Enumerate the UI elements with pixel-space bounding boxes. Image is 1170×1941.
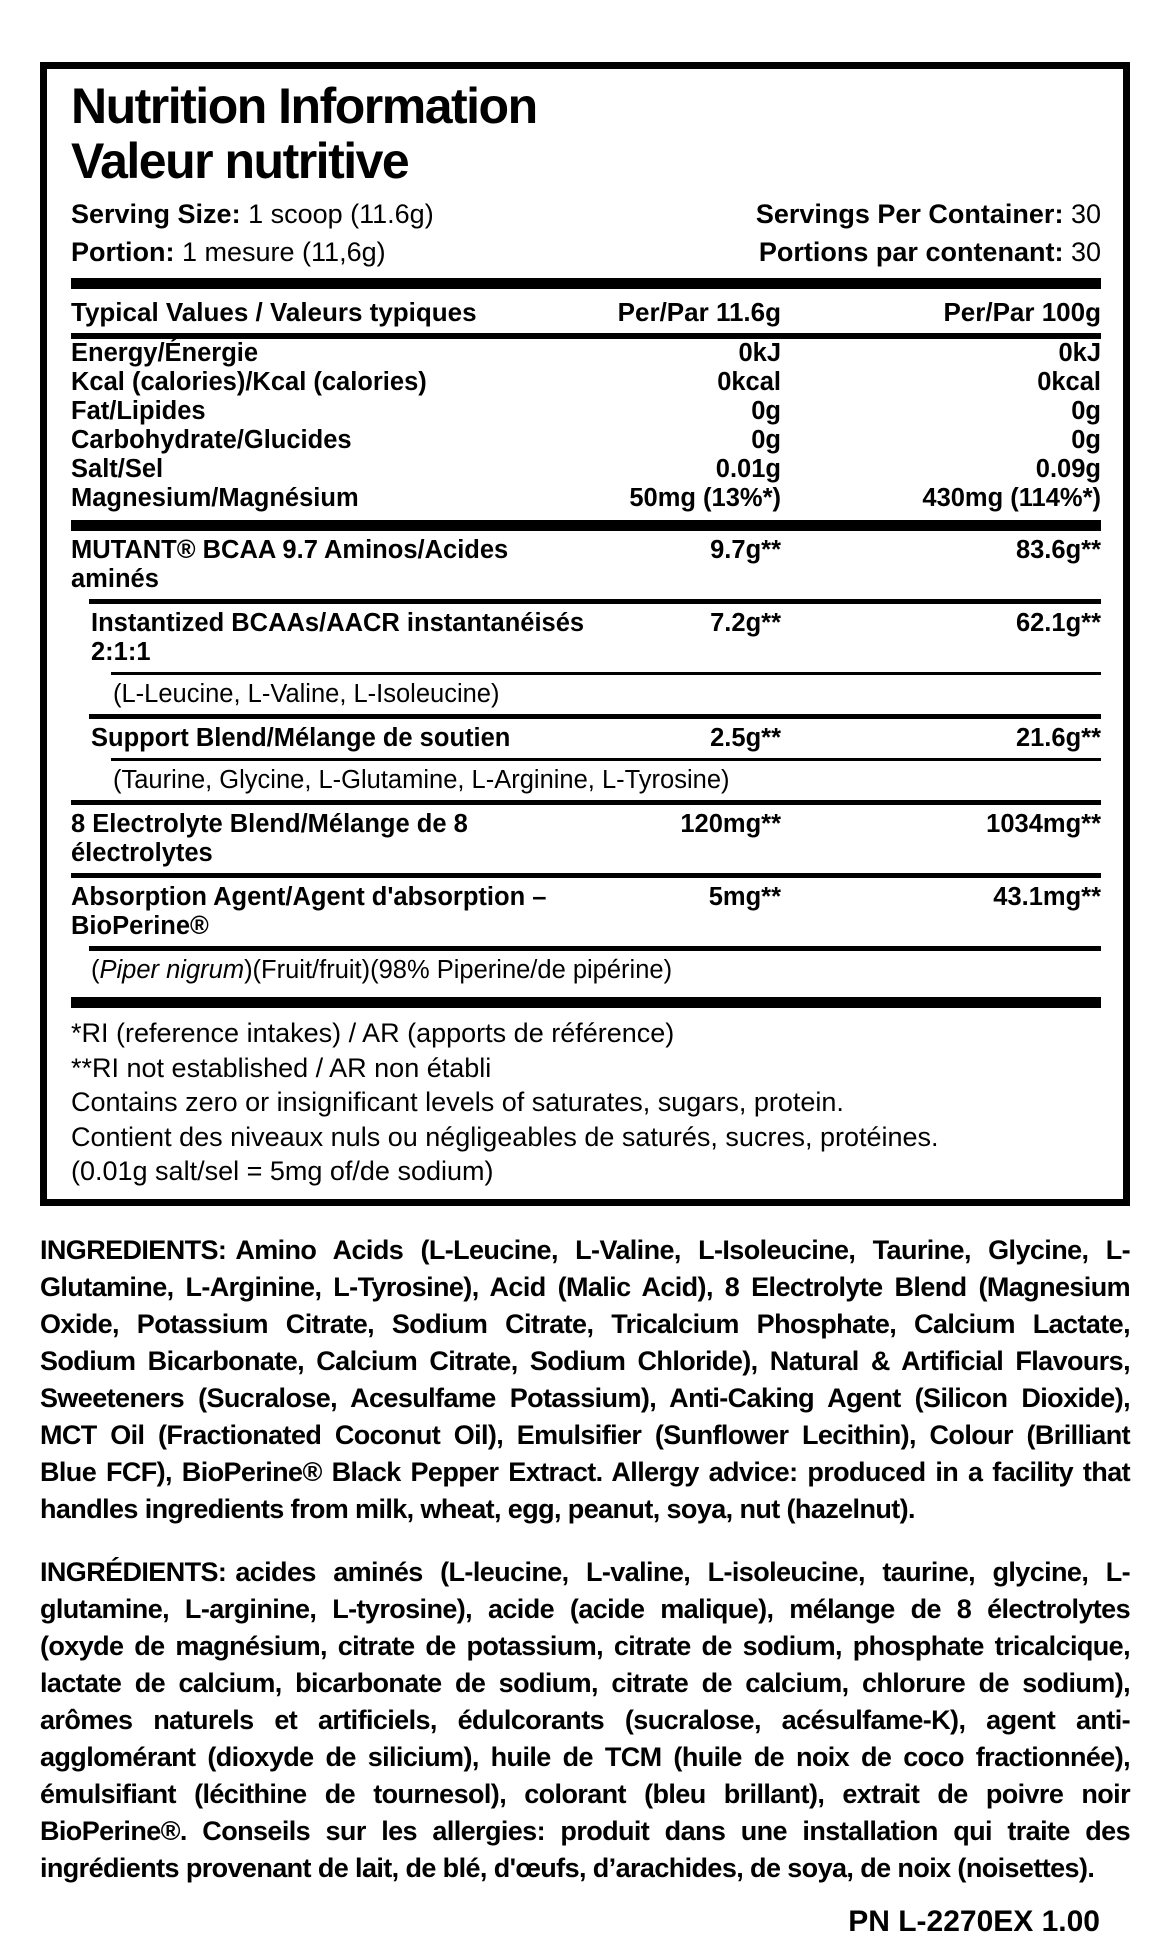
row-label: Support Blend/Mélange de soutien (91, 724, 511, 752)
column-header-typical-values: Typical Values / Valeurs typiques (71, 297, 477, 327)
ingredients-en (40, 1232, 1130, 1528)
row-label: (Taurine, Glycine, L-Glutamine, L-Arginine, L-Tyrosine) (113, 766, 730, 794)
row-per-serving: 7.2g** (710, 609, 781, 637)
blend-section (71, 531, 1101, 990)
servings-label: Servings Per Container: (755, 199, 1064, 229)
row-per-serving: 0.01g (715, 455, 781, 483)
table-row-bioperine-components (71, 951, 1101, 990)
row-per-serving: 0g (751, 426, 781, 454)
table-row-absorption-agent (71, 878, 1101, 946)
table-row-kcal (71, 368, 1101, 397)
table-row-support-blend (71, 719, 1101, 758)
piper-latin-name: Piper nigrum (99, 956, 245, 984)
ingredients-fr-label: INGRÉDIENTS: (40, 1556, 227, 1587)
table-row-magnesium (71, 484, 1101, 513)
row-label: Absorption Agent/Agent d'absorption – BioPerine® (71, 883, 547, 940)
portions-label: Portions par contenant: (758, 237, 1064, 267)
piper-rest: )(Fruit/fruit)(98% Piperine/de pipérine) (244, 956, 673, 984)
row-per-100g: 0g (1071, 426, 1101, 454)
row-per-100g: 62.1g** (1015, 609, 1101, 637)
row-per-100g: 0.09g (1035, 455, 1101, 483)
row-per-serving: 2.5g** (710, 724, 781, 752)
footnote-ri-not-established: **RI not established / AR non établi (71, 1052, 492, 1083)
row-label (71, 956, 1101, 985)
table-row-mutant-bcaa (71, 531, 1101, 599)
servings-value: 30 (1070, 199, 1101, 229)
row-per-100g: 1034mg** (986, 810, 1101, 838)
row-per-serving: 0g (751, 397, 781, 425)
row-label: MUTANT® BCAA 9.7 Aminos/Acides aminés (71, 536, 509, 593)
table-row-salt (71, 455, 1101, 484)
row-label: Energy/Énergie (71, 339, 259, 367)
servings-per-container-block (756, 195, 1101, 271)
table-header-row (71, 289, 1101, 333)
row-per-100g: 0kJ (1058, 339, 1101, 367)
row-label: (L-Leucine, L-Valine, L-Isoleucine) (113, 680, 500, 708)
row-label: Kcal (calories)/Kcal (calories) (71, 368, 427, 396)
table-row-instantized-bcaas (71, 604, 1101, 672)
table-row-fat (71, 397, 1101, 426)
row-label: Fat/Lipides (71, 397, 206, 425)
table-row-energy (71, 339, 1101, 368)
piper-open-paren: ( (91, 956, 100, 984)
row-per-serving: 9.7g** (710, 536, 781, 564)
title-fr: Valeur nutritive (71, 133, 409, 189)
thick-divider (71, 278, 1101, 289)
table-row-carbohydrate (71, 426, 1101, 455)
row-per-100g: 43.1mg** (993, 883, 1101, 911)
title-en: Nutrition Information (71, 78, 537, 134)
row-label: Magnesium/Magnésium (71, 484, 359, 512)
column-header-per-100g: Per/Par 100g (943, 297, 1101, 327)
footnote-contains-fr: Contient des niveaux nuls ou négligeables de saturés, sucres, protéines. (71, 1121, 939, 1152)
row-per-100g: 21.6g** (1015, 724, 1101, 752)
thick-divider (71, 997, 1101, 1008)
ingredients-en-label: INGREDIENTS: (40, 1234, 227, 1265)
row-label: Carbohydrate/Glucides (71, 426, 352, 454)
table-row-support-components (71, 761, 1101, 800)
serving-size-value: 1 scoop (11.6g) (248, 199, 434, 229)
table-row-electrolyte-blend (71, 805, 1101, 873)
row-per-serving: 0kJ (738, 339, 781, 367)
serving-size-line (71, 195, 434, 233)
ingredients-en-text: Amino Acids (L-Leucine, L-Valine, L-Isoleucine, Taurine, Glycine, L-Glutamine, L-Arginine, L-Tyrosine), Acid (Malic Acid), 8 Electrolyte Blend (Magnesium Oxide, Potassium Citrate, Sodium Citrate, Tricalcium Phosphate, Calcium Lactate, Sodium Bicarbonate, Calcium Citrate, Sodium Chloride), Natural & Artificial Flavours, Sweeteners (Sucralose, Acesulfame Potassium), Anti-Caking Agent (Silicon Dioxide), MCT Oil (Fractionated Coconut Oil), Emulsifier (Sunflower Lecithin), Colour (Brilliant Blue FCF), BioPerine® Black Pepper Extract. Allergy advice: produced in a facility that handles ingredients from milk, wheat, egg, peanut, soya, nut (hazelnut). (40, 1234, 1130, 1524)
row-per-serving: 5mg** (708, 883, 781, 911)
footnote-reference-intakes: *RI (reference intakes) / AR (apports de référence) (71, 1018, 675, 1048)
serving-size-block (71, 195, 434, 271)
portions-value: 30 (1070, 237, 1101, 267)
part-number: PN L-2270EX 1.00 (848, 1904, 1100, 1938)
nutrition-label-page (0, 62, 1170, 1941)
row-per-100g: 0kcal (1037, 368, 1101, 396)
row-per-100g: 83.6g** (1015, 536, 1101, 564)
row-per-serving: 50mg (13%*) (629, 484, 781, 512)
table-row-bcaa-components (71, 675, 1101, 714)
row-per-100g: 0g (1071, 397, 1101, 425)
portion-label: Portion: (71, 237, 175, 267)
nutrition-facts-panel (40, 62, 1130, 1206)
row-label: Instantized BCAAs/AACR instantanéisés 2:1:1 (91, 609, 585, 666)
thick-divider (71, 520, 1101, 531)
ingredients-fr (40, 1554, 1130, 1887)
serving-size-label: Serving Size: (71, 199, 241, 229)
footnotes-block (71, 1008, 1101, 1189)
servings-line (756, 195, 1101, 233)
row-label: Salt/Sel (71, 455, 164, 483)
row-per-serving: 0kcal (717, 368, 781, 396)
portion-line (71, 233, 434, 271)
footnote-salt-sodium: (0.01g salt/sel = 5mg of/de sodium) (71, 1156, 494, 1186)
footnote-contains-en: Contains zero or insignificant levels of saturates, sugars, protein. (71, 1087, 844, 1117)
portions-line (756, 233, 1101, 271)
column-header-per-serving: Per/Par 11.6g (617, 297, 781, 327)
serving-info (71, 195, 1101, 271)
row-per-100g: 430mg (114%*) (922, 484, 1101, 512)
row-label: 8 Electrolyte Blend/Mélange de 8 électrolytes (71, 810, 468, 867)
ingredients-fr-text: acides aminés (L-leucine, L-valine, L-isoleucine, taurine, glycine, L-glutamine, L-arginine, L-tyrosine), acide (acide malique), mélange de 8 électrolytes (oxyde de magnésium, citrate de potassium, citrate de sodium, phosphate tricalcique, lactate de calcium, bicarbonate de sodium, citrate de calcium, chlorure de sodium), arômes naturels et artificiels, édulcorants (sucralose, acésulfame-K), agent anti-agglomérant (dioxyde de silicium), huile de TCM (huile de noix de coco fractionnée), émulsifiant (lécithine de tournesol), colorant (bleu brillant), extrait de poivre noir BioPerine®. Conseils sur les allergies: produit dans une installation qui traite des ingrédients provenant de lait, de blé, d'œufs, d’arachides, de soya, de noix (noisettes). (40, 1556, 1130, 1883)
portion-value: 1 mesure (11,6g) (182, 237, 386, 267)
row-per-serving: 120mg** (680, 810, 781, 838)
